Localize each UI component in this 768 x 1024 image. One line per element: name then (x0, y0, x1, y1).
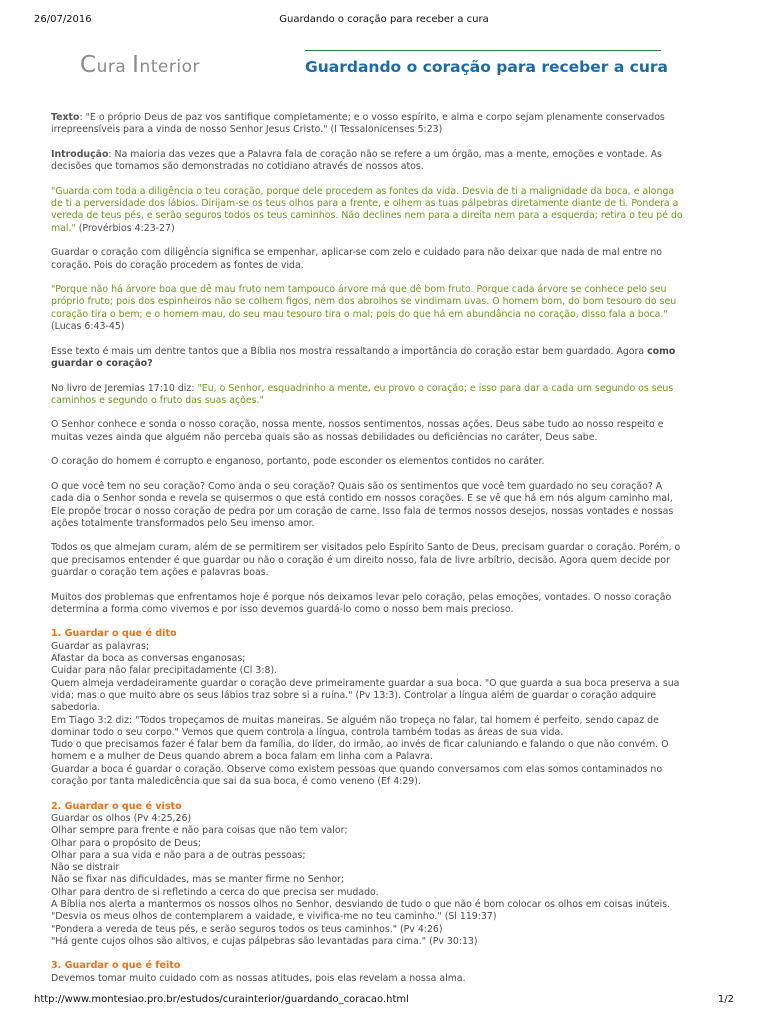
section-line: Olhar para o propósito de Deus; (51, 837, 202, 849)
page-url: http://www.montesiao.pro.br/estudos/curainterior/guardando_coracao.html (34, 994, 409, 1005)
section-line: Em Tiago 3:2 diz: "Todos tropeçamos de muitas maneiras. Se alguém não tropeça no falar, tal homem é perfeito, sendo capaz de dominar todo o seu corpo." Vemos que quem controla a língua, controla também todas as áreas de sua vida. (51, 714, 659, 738)
print-page-title: Guardando o coração para receber a cura (279, 14, 489, 25)
paragraph-lead: No livro de Jeremias 17:10 diz: (51, 382, 198, 394)
section-guardar-feito (51, 960, 683, 985)
section-line: Não se fixar nas dificuldades, mas se manter firme no Senhor; (51, 874, 345, 886)
section-heading: 1. Guardar o que é dito (51, 628, 177, 640)
section-line: Olhar sempre para frente e não para coisas que não tem valor; (51, 825, 348, 837)
paragraph-coracao-corrupto: O coração do homem é corrupto e enganoso, portanto, pode esconder os elementos contidos no caráter. (51, 456, 545, 468)
paragraph-como-guardar (51, 346, 683, 371)
site-logo[interactable] (80, 52, 200, 78)
section-line: Tudo o que precisamos fazer é falar bem da família, do líder, do irmão, ao invés de ficar caluniando e falando o que não convém. O homem e a mulher de Deus quando abrem a boca falam em linha com a Palavra. (51, 739, 669, 763)
verse-text: "Porque não há árvore boa que dê mau fruto nem tampouco árvore má que dê bom fruto. Porque cada árvore se conhece pelo seu próprio fruto; pois dos espinheiros não se colhem figos, nem dos abrolhos se vindimam uvas. O homem bom, do bom tesouro do seu coração tira o bem; e o homem mau, do seu mau tesouro tira o mal; pois do que há em abundância no coração, disso fala a boca." (51, 284, 677, 320)
paragraph-problemas: Muitos dos problemas que enfrentamos hoje é porque nós deixamos levar pelo coração, pelas emoções, vontades. O nosso coração determina a forma como vivemos e por isso devemos guardá-lo como o nosso bem mais precioso. (51, 591, 672, 615)
page-number: 1/2 (717, 994, 734, 1005)
paragraph-diligencia: Guardar o coração com diligência significa se empenhar, aplicar-se com zelo e cuidado para não deixar que nada de mal entre no coração. Pois do coração procedem as fontes de vida. (51, 247, 663, 271)
paragraph-jeremias (51, 383, 683, 408)
verse-reference: (Lucas 6:43-45) (51, 321, 125, 333)
section-line: Cuidar para não falar precipitadamente (Cl 3:8). (51, 665, 278, 677)
page-title: Guardando o coração para receber a cura (305, 58, 669, 76)
introducao-paragraph (51, 149, 683, 174)
introducao-label: Introdução (51, 148, 109, 160)
texto-label: Texto (51, 112, 80, 123)
title-block (305, 50, 669, 76)
section-line: Guardar a boca é guardar o coração. Observe como existem pessoas que quando conversamos com elas somos contaminados no coração por tanta maledicência que sai da sua boca, é como veneno (Ef 4:29). (51, 763, 663, 788)
introducao-body: : Na maioria das vezes que a Palavra fala de coração não se refere a um órgão, mas a mente, emoções e vontade. As decisões que tomamos são demonstradas no cotidiano através de nossos atos. (51, 148, 662, 173)
verse-reference: (Provérbios 4:23-27) (75, 222, 175, 234)
section-heading: 2. Guardar o que é visto (51, 800, 182, 812)
texto-paragraph (51, 112, 683, 137)
section-line: "Pondera a vereda de teus pés, e serão seguros todos os teus caminhos." (Pv 4:26) (51, 923, 443, 935)
section-guardar-visto (51, 801, 683, 949)
paragraph-perguntas: O que você tem no seu coração? Como anda o seu coração? Quais são os sentimentos que você tem guardado no seu coração? A cada dia o Senhor sonda e revela se quisermos o que está contido em nossos corações. E se vê que há em nós algum caminho mal, Ele propõe trocar o nosso coração de pedra por um coração de carne. Isso fala de termos nossos desejos, nossas vontades e nossas ações totalmente transformados pelo Seu imenso amor. (51, 480, 674, 529)
section-line: Devemos tomar muito cuidado com as nossas atitudes, pois elas revelam a nossa alma. (51, 972, 466, 984)
section-line: Quem almeja verdadeiramente guardar o coração deve primeiramente guardar a sua boca. "O que guarda a sua boca preserva a sua vida; mas o que muito abre os seus lábios traz sobre si a ruína." (Pv 13:3). Controlar a língua além de guardar o coração adquire sabedoria. (51, 677, 680, 714)
logo-initial-i: I (132, 52, 140, 78)
logo-rest-1: ura (96, 57, 127, 77)
section-heading: 3. Guardar o que é feito (51, 960, 181, 972)
verse-text: "Eu, o Senhor, esquadrinho a mente, eu provo o coração; e isso para dar a cada um segundo os seus caminhos e segundo o fruto das suas ações." (51, 382, 674, 406)
section-line: Afastar da boca as conversas enganosas; (51, 653, 246, 665)
section-guardar-dito (51, 628, 683, 788)
texto-body: : "E o próprio Deus de paz vos santifique completamente; e o vosso espírito, e alma e corpo sejam plenamente conservados irrepreensíveis para a vinda de nosso Senhor Jesus Cristo." (I Tessalonicenses 5:23) (51, 112, 665, 136)
question-emphasis: como guardar o coração? (51, 345, 676, 369)
print-footer (34, 994, 734, 1008)
section-line: A Bíblia nos alerta a mantermos os nossos olhos no Senhor, desviando de tudo o que não é bom colocar os olhos em coisas inúteis. (51, 899, 671, 910)
section-line: "Desvia os meus olhos de contemplarem a vaidade, e vivifica-me no teu caminho." (Sl 119:37) (51, 911, 497, 923)
paragraph-text: Esse texto é mais um dentre tantos que a Bíblia nos mostra ressaltando a importância do coração estar bem guardado. Agora (51, 345, 648, 357)
logo-rest-2: nterior (139, 57, 200, 77)
section-line: Olhar para dentro de si refletindo a cerca do que precisa ser mudado. (51, 886, 379, 898)
paragraph-almejam-cura: Todos os que almejam curam, além de se permitirem ser visitados pelo Espírito Santo de Deus, precisam guardar o coração. Porém, o que precisamos entender é que guardar ou não o coração é um direito nosso, fala de livre arbítrio, decisão. Agora quem decide por guardar o coração tem ações e palavras boas. (51, 542, 681, 578)
print-header (34, 14, 734, 28)
paragraph-senhor-conhece: O Senhor conhece e sonda o nosso coração, nossa mente, nossos sentimentos, nossas ações. Deus sabe tudo ao nosso respeito e muitas vezes ainda que alguém não perceba quais são as nossas debilidades ou deficiências no caráter, Deus sabe. (51, 419, 664, 443)
verse-text: "Guarda com toda a diligência o teu coração, porque dele procedem as fontes da vida. Desvia de ti a malignidade da boca, e alonga de ti a perversidade dos lábios. Dirijam-se os teus olhos para a frente, e olhem as tuas pálpebras diretamente diante de ti. Pondera a vereda de teus pés, e serão seguros todos os teus caminhos. Não declines nem para a direita nem para a esquerda; retira o teu pé do mal." (51, 185, 683, 234)
print-date: 26/07/2016 (34, 14, 92, 25)
section-line: Não se distrair (51, 862, 120, 874)
verse-proverbios (51, 186, 683, 235)
section-line: Olhar para a sua vida e não para a de outras pessoas; (51, 849, 306, 861)
logo-initial-c: C (80, 52, 97, 78)
section-line: "Há gente cujos olhos são altivos, e cujas pálpebras são levantadas para cima." (Pv 30:13) (51, 935, 478, 947)
verse-lucas (51, 284, 683, 333)
section-line: Guardar as palavras; (51, 640, 150, 652)
article-body (51, 112, 683, 997)
section-line: Guardar os olhos (Pv 4:25,26) (51, 812, 192, 824)
